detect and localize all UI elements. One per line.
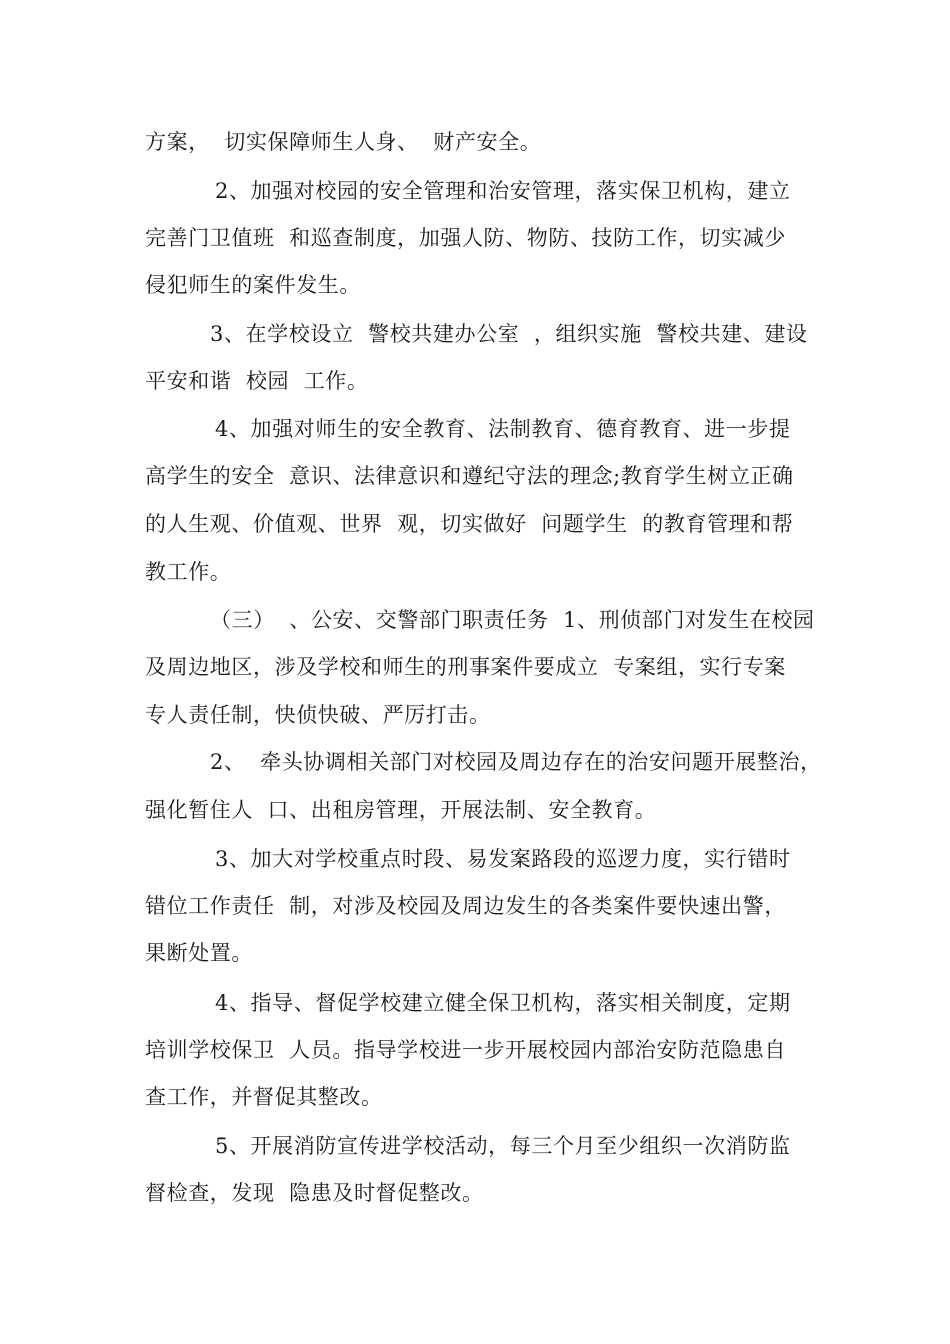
text-line: 2、加强对校园的安全管理和治安管理，落实保卫机构，建立	[215, 179, 791, 203]
text-line: 果断处置。	[145, 941, 253, 965]
text-line: 3、加大对学校重点时段、易发案路段的巡逻力度，实行错时	[215, 847, 791, 871]
text-line: 高学生的安全 意识、法律意识和遵纪守法的理念;教育学生树立正确	[145, 464, 794, 488]
text-line: 完善门卫值班 和巡查制度，加强人防、物防、技防工作，切实减少	[145, 226, 786, 250]
text-line: 及周边地区，涉及学校和师生的刑事案件要成立 专案组，实行专案	[145, 655, 786, 679]
text-line: 平安和谐 校园 工作。	[145, 369, 369, 393]
text-line: 教工作。	[145, 560, 232, 584]
text-line: 强化暂住人 口、出租房管理，开展法制、安全教育。	[145, 798, 657, 822]
text-line: 2、 牵头协调相关部门对校园及周边存在的治安问题开展整治，	[210, 750, 822, 774]
text-line: 培训学校保卫 人员。指导学校进一步开展校园内部治安防范隐患自	[145, 1038, 786, 1062]
text-line: 5、开展消防宣传进学校活动，每三个月至少组织一次消防监	[215, 1134, 791, 1158]
text-line: 3、在学校设立 警校共建办公室 ，组织实施 警校共建、建设	[210, 322, 808, 346]
text-line: 侵犯师生的案件发生。	[145, 273, 361, 297]
text-line: 4、加强对师生的安全教育、法制教育、德育教育、进一步提	[215, 417, 791, 441]
text-line: 督检查，发现 隐患及时督促整改。	[145, 1181, 484, 1205]
text-line: 查工作，并督促其整改。	[145, 1085, 383, 1109]
text-line: 的人生观、价值观、世界 观，切实做好 问题学生 的教育管理和帮	[145, 512, 794, 536]
text-line: 方案， 切实保障师生人身、 财产安全。	[145, 130, 542, 154]
text-line: 错位工作责任 制，对涉及校园及周边发生的各类案件要快速出警，	[145, 894, 786, 918]
text-line: （三） 、公安、交警部门职责任务 1、刑侦部门对发生在校园	[210, 608, 815, 632]
text-line: 4、指导、督促学校建立健全保卫机构，落实相关制度，定期	[215, 991, 791, 1015]
text-line: 专人责任制，快侦快破、严厉打击。	[145, 703, 491, 727]
